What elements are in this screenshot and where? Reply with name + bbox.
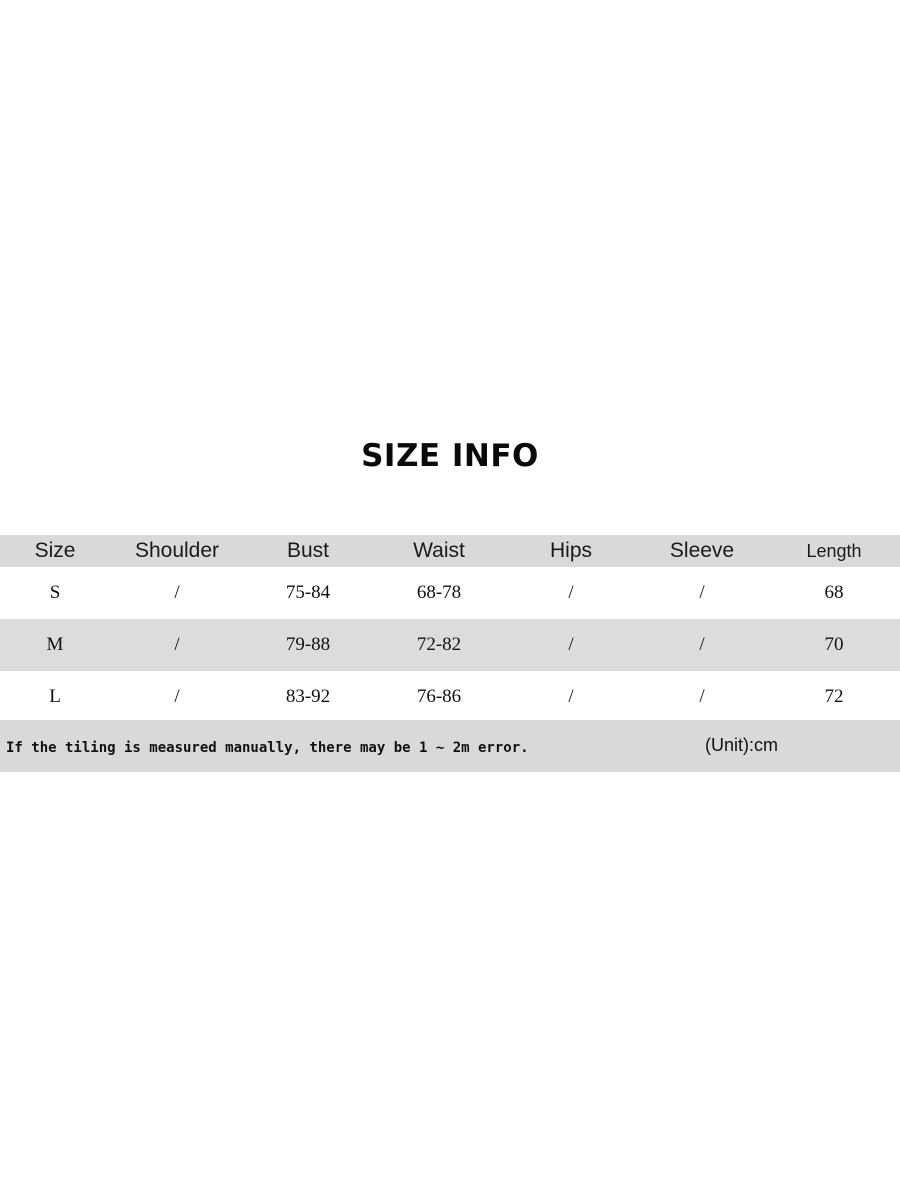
cell-sleeve: /: [699, 634, 705, 655]
measurement-note: If the tiling is measured manually, there may be 1 ~ 2m error.: [6, 740, 529, 756]
cell-size: S: [49, 582, 61, 603]
table-footer: [0, 720, 900, 772]
table-row: [0, 671, 900, 723]
header-length: Length: [806, 540, 862, 561]
cell-waist: 68-78: [416, 582, 462, 603]
header-shoulder: Shoulder: [134, 539, 220, 562]
cell-length: 72: [824, 686, 844, 707]
cell-shoulder: /: [174, 686, 180, 707]
cell-bust: 75-84: [285, 582, 331, 603]
cell-bust: 79-88: [285, 634, 331, 655]
page-title: SIZE INFO: [361, 438, 539, 474]
cell-length: 70: [824, 634, 844, 655]
cell-length: 68: [824, 582, 844, 603]
table-row: [0, 619, 900, 671]
cell-hips: /: [568, 582, 574, 603]
unit-label: (Unit):cm: [705, 735, 778, 755]
cell-waist: 72-82: [416, 634, 462, 655]
cell-hips: /: [568, 634, 574, 655]
cell-shoulder: /: [174, 634, 180, 655]
table-header-row: [0, 535, 900, 567]
cell-sleeve: /: [699, 686, 705, 707]
cell-sleeve: /: [699, 582, 705, 603]
cell-hips: /: [568, 686, 574, 707]
cell-shoulder: /: [174, 582, 180, 603]
header-sleeve: Sleeve: [669, 539, 735, 562]
cell-size: L: [49, 686, 61, 707]
cell-waist: 76-86: [416, 686, 462, 707]
cell-bust: 83-92: [285, 686, 331, 707]
header-hips: Hips: [549, 539, 592, 562]
header-size: Size: [34, 539, 76, 562]
header-waist: Waist: [413, 539, 465, 562]
cell-size: M: [46, 634, 64, 655]
size-table: [0, 535, 900, 723]
table-row: [0, 567, 900, 619]
header-bust: Bust: [286, 539, 330, 562]
